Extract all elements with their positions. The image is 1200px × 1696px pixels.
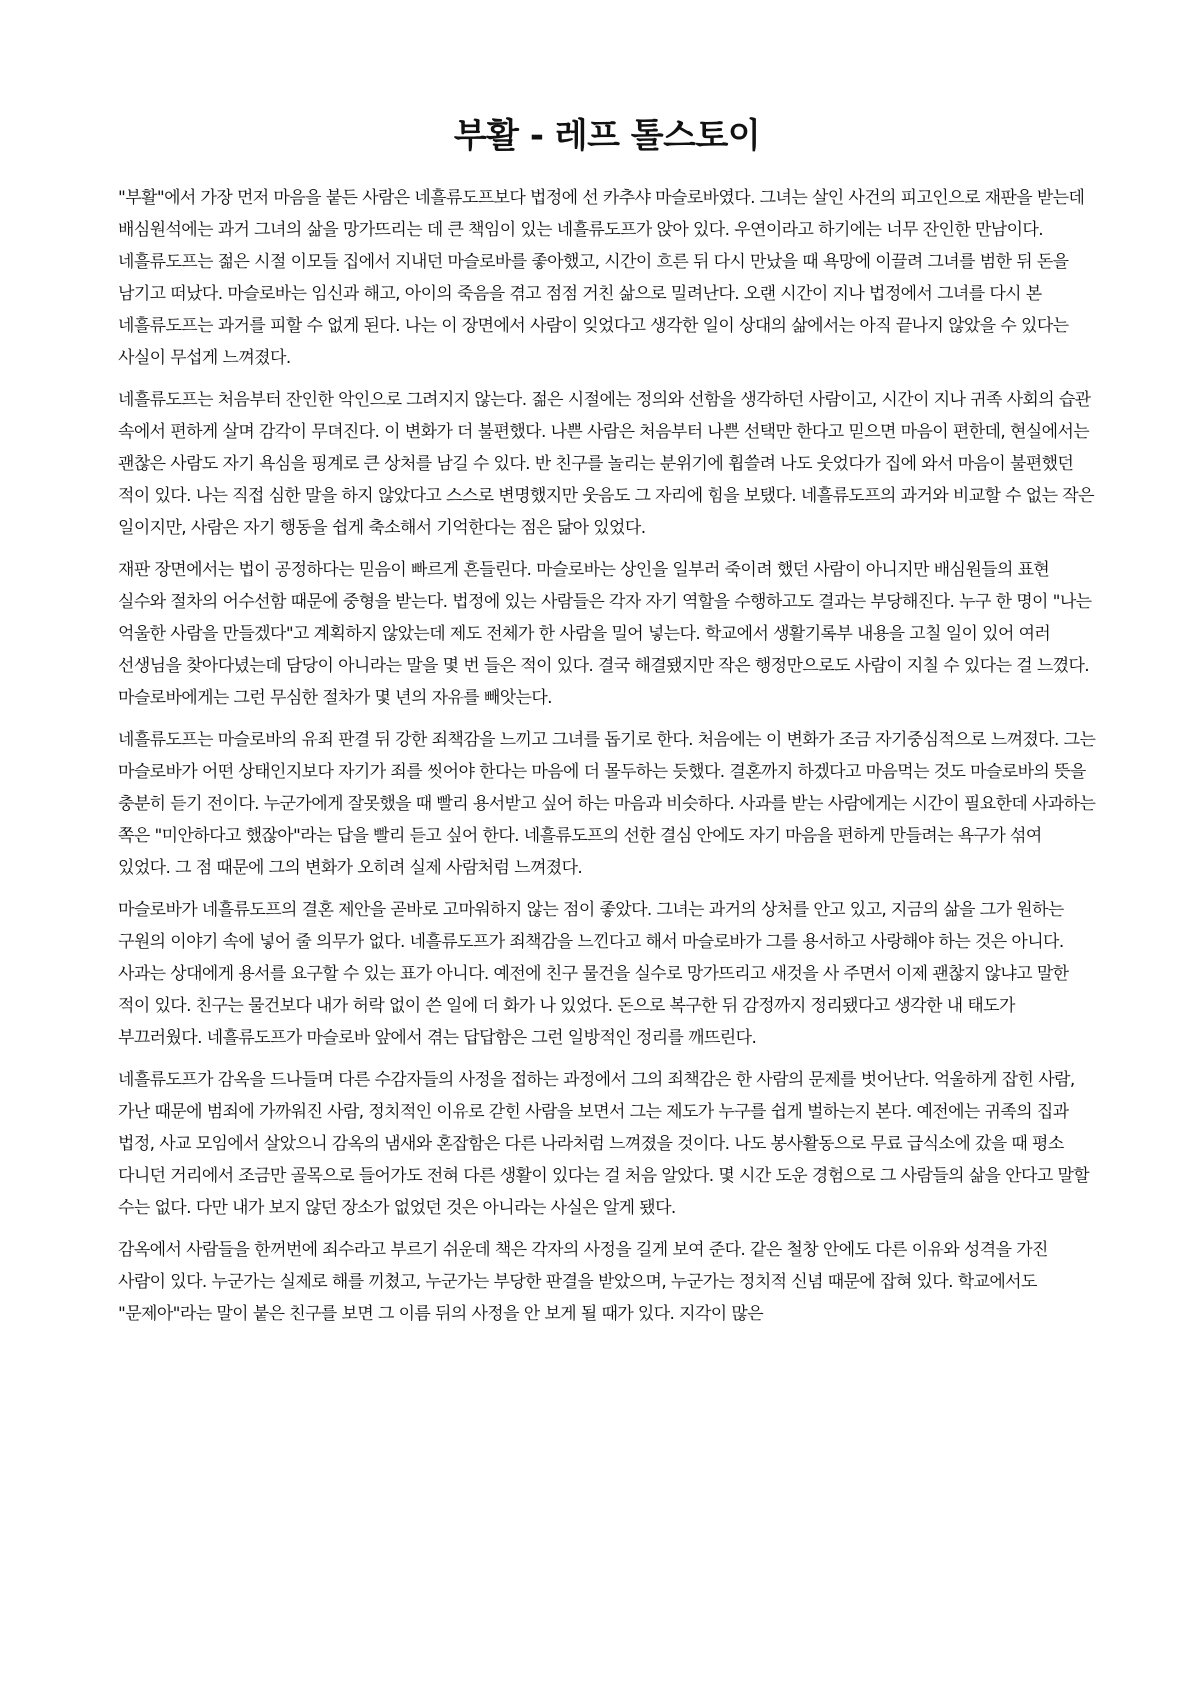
paragraph-2: 네흘류도프는 처음부터 잔인한 악인으로 그려지지 않는다. 젊은 시절에는 정의와 선함을 생각하던 사람이고, 시간이 지나 귀족 사회의 습관 속에서 편하게 살며 감각이 무뎌진다. 이 변화가 더 불편했다. 나쁜 사람은 처음부터 나쁜 선택만 한다고 믿으면 마음이 편한데, 현실에서는 괜찮은 사람도 자기 욕심을 핑계로 큰 상처를 남길 수 있다. 반 친구를 놀리는 분위기에 휩쓸려 나도 웃었다가 집에 와서 마음이 불편했던 적이 있다. 나는 직접 심한 말을 하지 않았다고 스스로 변명했지만 웃음도 그 자리에 힘을 보탰다. 네흘류도프의 과거와 비교할 수 없는 작은 일이지만, 사람은 자기 행동을 쉽게 축소해서 기억한다는 점은 닮아 있었다. bbox=[118, 390, 1094, 538]
paragraph-7: 감옥에서 사람들을 한꺼번에 죄수라고 부르기 쉬운데 책은 각자의 사정을 길게 보여 준다. 같은 철창 안에도 다른 이유와 성격을 가진 사람이 있다. 누군가는 실제로 해를 끼쳤고, 누군가는 부당한 판결을 받았으며, 누군가는 정치적 신념 때문에 잡혀 있다. 학교에서도 "문제아"라는 말이 붙은 친구를 보면 그 이름 뒤의 사정을 안 보게 될 때가 있다. 지각이 많은 bbox=[118, 1240, 1048, 1324]
paragraph-3: 재판 장면에서는 법이 공정하다는 믿음이 빠르게 흔들린다. 마슬로바는 상인을 일부러 죽이려 했던 사람이 아니지만 배심원들의 표현 실수와 절차의 어수선함 때문에 중형을 받는다. 법정에 있는 사람들은 각자 자기 역할을 수행하고도 결과는 부당해진다. 누구 한 명이 "나는 억울한 사람을 만들겠다"고 계획하지 않았는데 제도 전체가 한 사람을 밀어 넣는다. 학교에서 생활기록부 내용을 고칠 일이 있어 여러 선생님을 찾아다녔는데 담당이 아니라는 말을 몇 번 들은 적이 있다. 결국 해결됐지만 작은 행정만으로도 사람이 지칠 수 있다는 걸 느꼈다. 마슬로바에게는 그런 무심한 절차가 몇 년의 자유를 빼앗는다. bbox=[118, 560, 1092, 708]
paragraph-1: "부활"에서 가장 먼저 마음을 붙든 사람은 네흘류도프보다 법정에 선 카추샤 마슬로바였다. 그녀는 살인 사건의 피고인으로 재판을 받는데 배심원석에는 과거 그녀의 삶을 망가뜨리는 데 큰 책임이 있는 네흘류도프가 앉아 있다. 우연이라고 하기에는 너무 잔인한 만남이다. 네흘류도프는 젊은 시절 이모들 집에서 지내던 마슬로바를 좋아했고, 시간이 흐른 뒤 다시 만났을 때 욕망에 이끌려 그녀를 범한 뒤 돈을 남기고 떠났다. 마슬로바는 임신과 해고, 아이의 죽음을 겪고 점점 거친 삶으로 밀려난다. 오랜 시간이 지나 법정에서 그녀를 다시 본 네흘류도프는 과거를 피할 수 없게 된다. 나는 이 장면에서 사람이 잊었다고 생각한 일이 상대의 삶에서는 아직 끝나지 않았을 수 있다는 사실이 무섭게 느껴졌다. bbox=[118, 188, 1085, 368]
document-title: 부활 - 레프 톨스토이 bbox=[453, 116, 761, 156]
paragraph-4: 네흘류도프는 마슬로바의 유죄 판결 뒤 강한 죄책감을 느끼고 그녀를 돕기로 한다. 처음에는 이 변화가 조금 자기중심적으로 느껴졌다. 그는 마슬로바가 어떤 상태인지보다 자기가 죄를 씻어야 한다는 마음에 더 몰두하는 듯했다. 결혼까지 하겠다고 마음먹는 것도 마슬로바의 뜻을 충분히 듣기 전이다. 누군가에게 잘못했을 때 빨리 용서받고 싶어 하는 마음과 비슷하다. 사과를 받는 사람에게는 시간이 필요한데 사과하는 쪽은 "미안하다고 했잖아"라는 답을 빨리 듣고 싶어 한다. 네흘류도프의 선한 결심 안에도 자기 마음을 편하게 만들려는 욕구가 섞여 있었다. 그 점 때문에 그의 변화가 오히려 실제 사람처럼 느껴졌다. bbox=[118, 730, 1096, 878]
paragraph-5: 마슬로바가 네흘류도프의 결혼 제안을 곧바로 고마워하지 않는 점이 좋았다. 그녀는 과거의 상처를 안고 있고, 지금의 삶을 그가 원하는 구원의 이야기 속에 넣어 줄 의무가 없다. 네흘류도프가 죄책감을 느낀다고 해서 마슬로바가 그를 용서하고 사랑해야 하는 것은 아니다. 사과는 상대에게 용서를 요구할 수 있는 표가 아니다. 예전에 친구 물건을 실수로 망가뜨리고 새것을 사 주면서 이제 괜찮지 않냐고 말한 적이 있다. 친구는 물건보다 내가 허락 없이 쓴 일에 더 화가 나 있었다. 돈으로 복구한 뒤 감정까지 정리됐다고 생각한 내 태도가 부끄러웠다. 네흘류도프가 마슬로바 앞에서 겪는 답답함은 그런 일방적인 정리를 깨뜨린다. bbox=[118, 900, 1069, 1048]
paragraph-6: 네흘류도프가 감옥을 드나들며 다른 수감자들의 사정을 접하는 과정에서 그의 죄책감은 한 사람의 문제를 벗어난다. 억울하게 잡힌 사람, 가난 때문에 범죄에 가까워진 사람, 정치적인 이유로 갇힌 사람을 보면서 그는 제도가 누구를 쉽게 벌하는지 본다. 예전에는 귀족의 집과 법정, 사교 모임에서 살았으니 감옥의 냄새와 혼잡함은 다른 나라처럼 느껴졌을 것이다. 나도 봉사활동으로 무료 급식소에 갔을 때 평소 다니던 거리에서 조금만 골목으로 들어가도 전혀 다른 생활이 있다는 걸 처음 알았다. 몇 시간 도운 경험으로 그 사람들의 삶을 안다고 말할 수는 없다. 다만 내가 보지 않던 장소가 없었던 것은 아니라는 사실은 알게 됐다. bbox=[118, 1070, 1090, 1218]
